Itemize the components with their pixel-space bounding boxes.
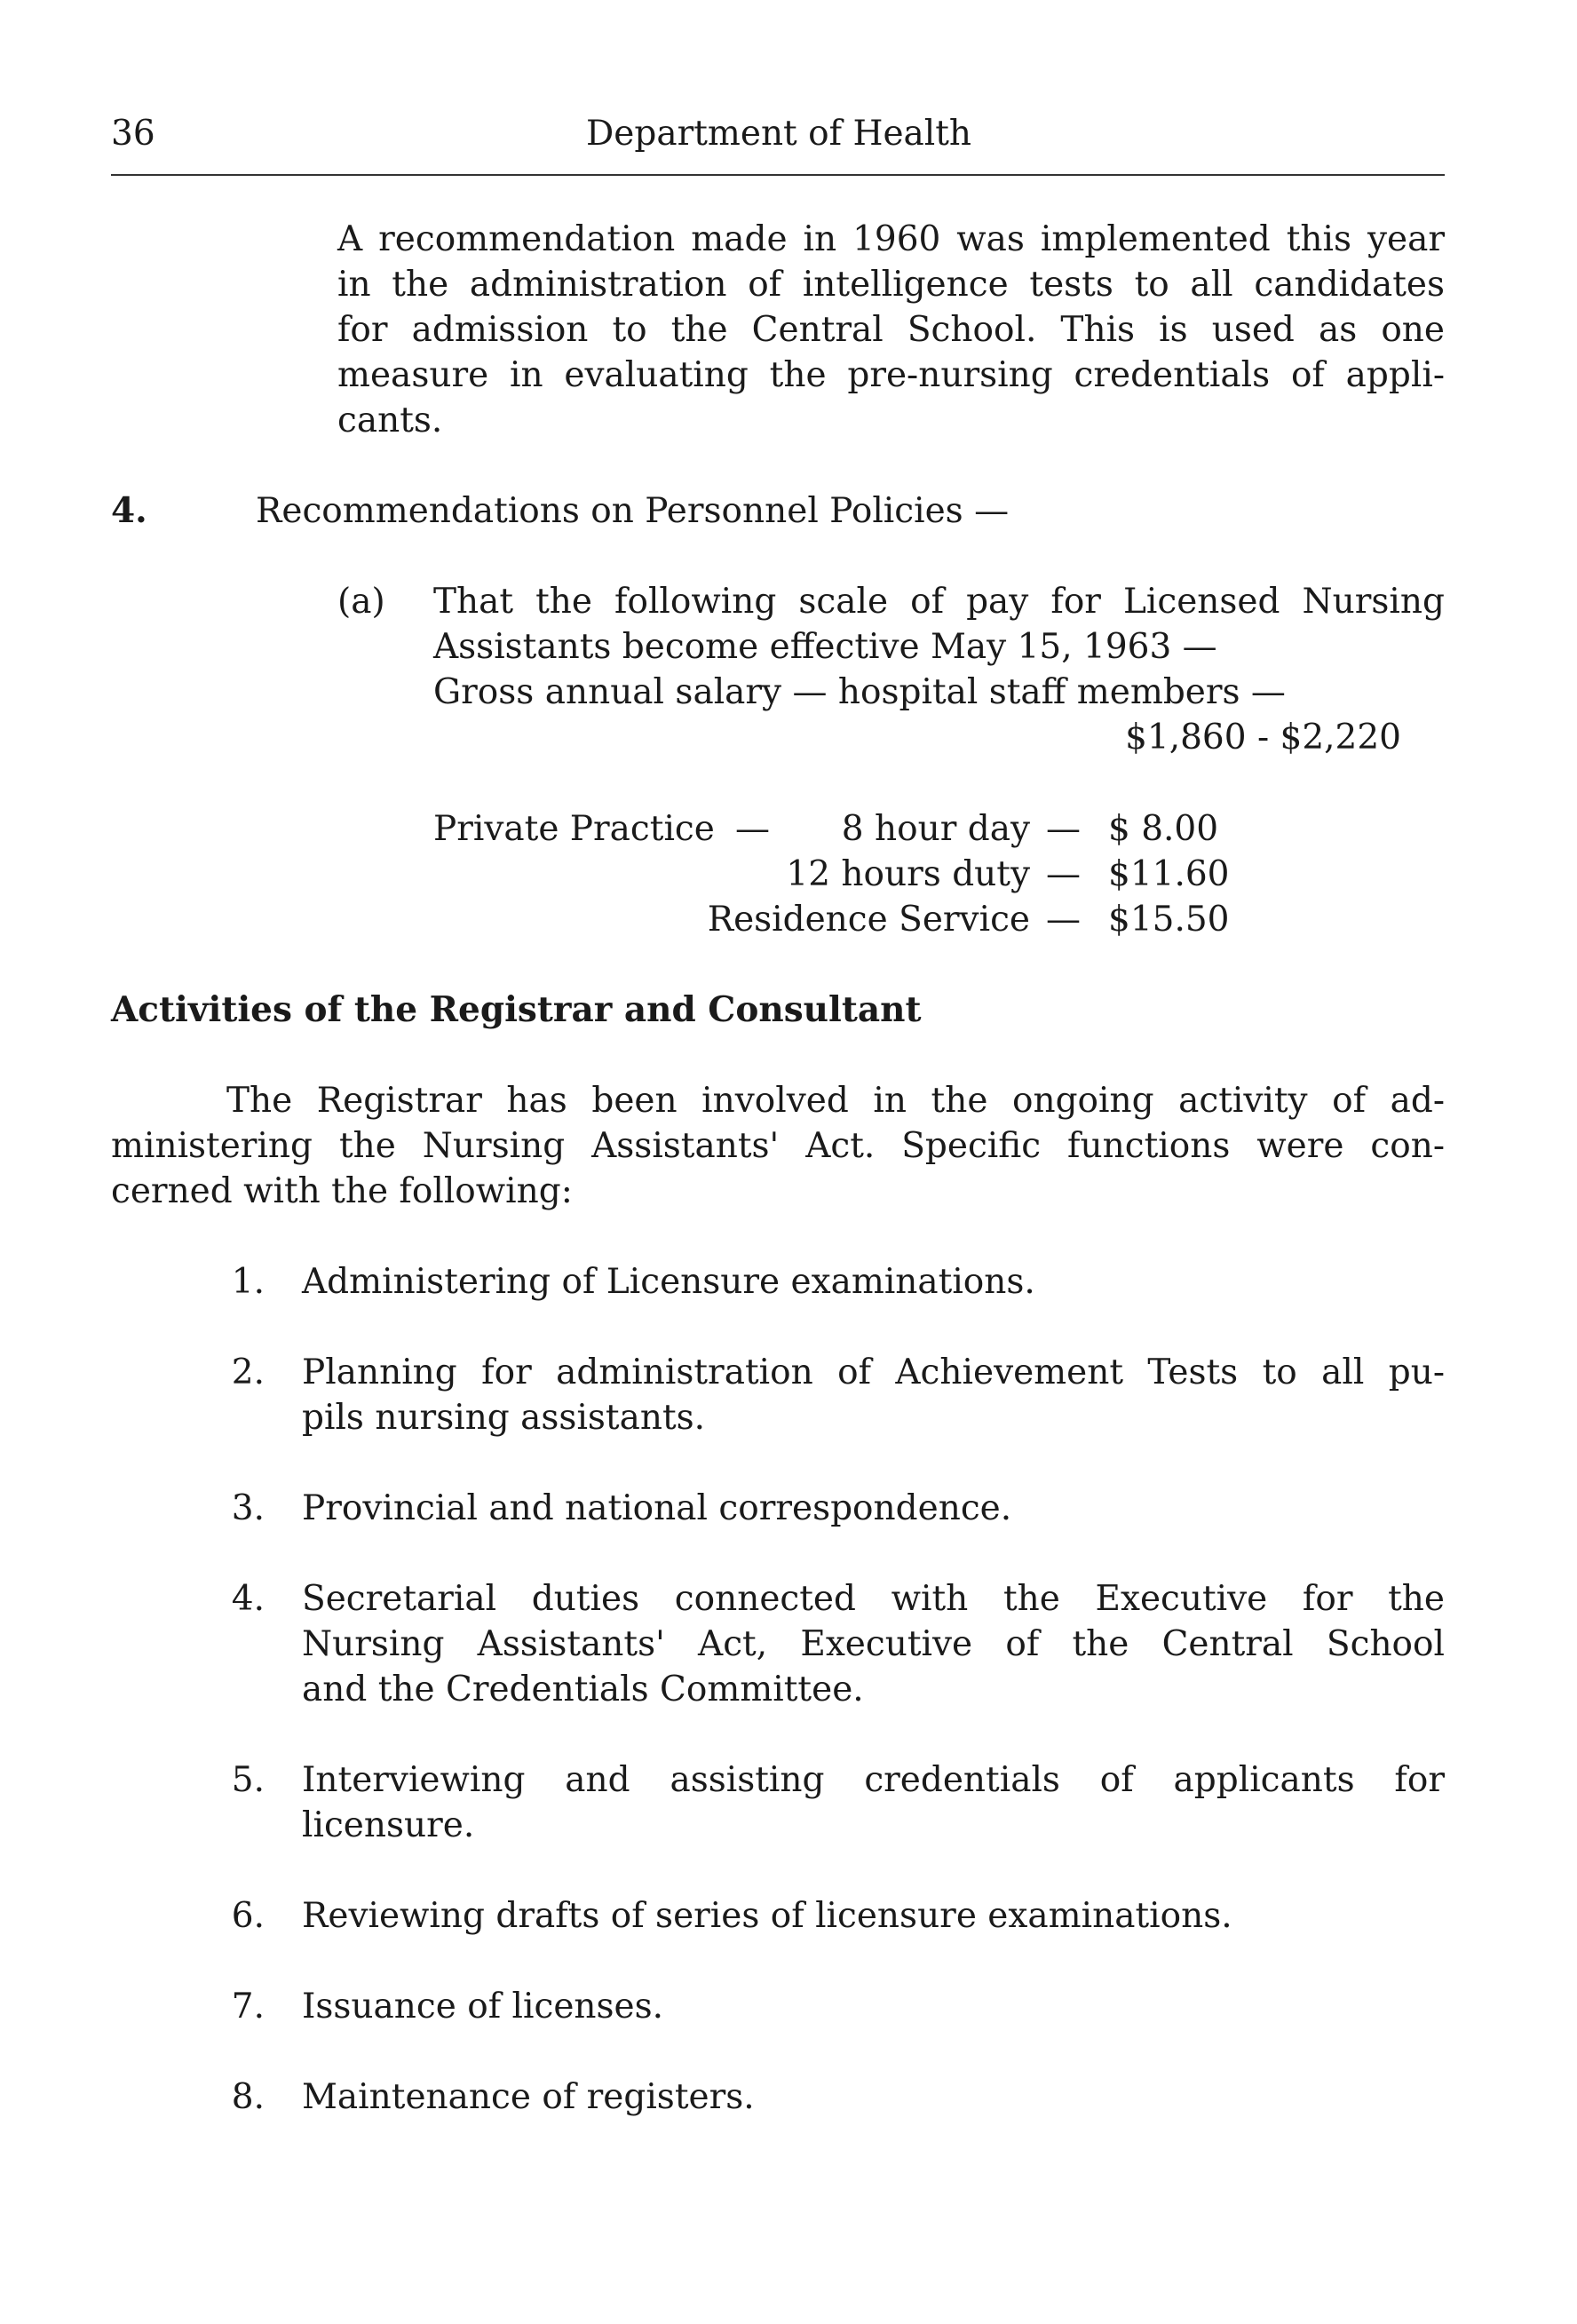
list-item: Reviewing drafts of series of licensure examinations. [302, 1896, 1232, 1936]
list-item-continuation: pils nursing assistants. [302, 1398, 706, 1438]
list-number: 3. [231, 1488, 265, 1528]
activities-heading: Activities of the Registrar and Consultant [111, 989, 922, 1030]
rate-amount: $ 8.00 [1108, 809, 1219, 849]
list-number: 6. [231, 1896, 265, 1936]
list-item: Maintenance of registers. [302, 2077, 755, 2117]
list-item: Secretarial duties connected with the Executive for the [302, 1579, 1445, 1619]
header-rule [111, 174, 1445, 176]
list-number: 2. [231, 1352, 265, 1392]
activities-paragraph-line: The Registrar has been involved in the ongoing activity of ad- [226, 1081, 1445, 1121]
dash: — [1046, 809, 1081, 849]
rate-amount: $11.60 [1108, 854, 1230, 894]
dash: — [735, 809, 770, 849]
private-practice-label: Private Practice [433, 809, 715, 849]
activities-paragraph-line: ministering the Nursing Assistants' Act. Specific functions were con- [111, 1126, 1445, 1166]
list-item-continuation: and the Credentials Committee. [302, 1670, 864, 1709]
section-number: 4. [111, 490, 147, 531]
item-a-line: Assistants become effective May 15, 1963 — [433, 627, 1217, 667]
intro-line: for admission to the Central School. This is used as one [337, 310, 1445, 350]
list-item: Planning for administration of Achievement Tests to all pu- [302, 1352, 1445, 1392]
page-number: 36 [111, 114, 155, 154]
item-a-line: That the following scale of pay for Licensed Nursing [433, 582, 1445, 622]
dash: — [1046, 900, 1081, 940]
section-heading: Recommendations on Personnel Policies — [256, 491, 1010, 531]
rate-label: Residence Service [707, 900, 1030, 940]
list-number: 1. [231, 1262, 265, 1302]
salary-range: $1,860 - $2,220 [1125, 718, 1401, 757]
list-item: Interviewing and assisting credentials of applicants for [302, 1760, 1445, 1800]
running-title: Department of Health [586, 114, 972, 154]
list-number: 8. [231, 2077, 265, 2117]
dash: — [1046, 854, 1081, 894]
list-item: Administering of Licensure examinations. [302, 1262, 1035, 1302]
list-item-continuation: Nursing Assistants' Act, Executive of the Central School [302, 1624, 1445, 1664]
item-a-line: Gross annual salary — hospital staff members — [433, 672, 1286, 712]
rate-label: 12 hours duty [786, 854, 1030, 894]
list-number: 5. [231, 1760, 265, 1800]
list-number: 7. [231, 1987, 265, 2027]
activities-paragraph-line: cerned with the following: [111, 1171, 573, 1211]
intro-line: cants. [337, 401, 443, 440]
rate-amount: $15.50 [1108, 900, 1230, 940]
rate-label: 8 hour day [841, 809, 1030, 849]
intro-line: in the administration of intelligence tests to all candidates [337, 265, 1445, 305]
intro-line: A recommendation made in 1960 was implemented this year [337, 219, 1445, 259]
list-item: Provincial and national correspondence. [302, 1488, 1012, 1528]
list-item-continuation: licensure. [302, 1805, 475, 1845]
intro-line: measure in evaluating the pre-nursing credentials of appli- [337, 355, 1445, 395]
item-marker: (a) [337, 582, 385, 622]
list-number: 4. [231, 1579, 265, 1619]
list-item: Issuance of licenses. [302, 1987, 664, 2027]
